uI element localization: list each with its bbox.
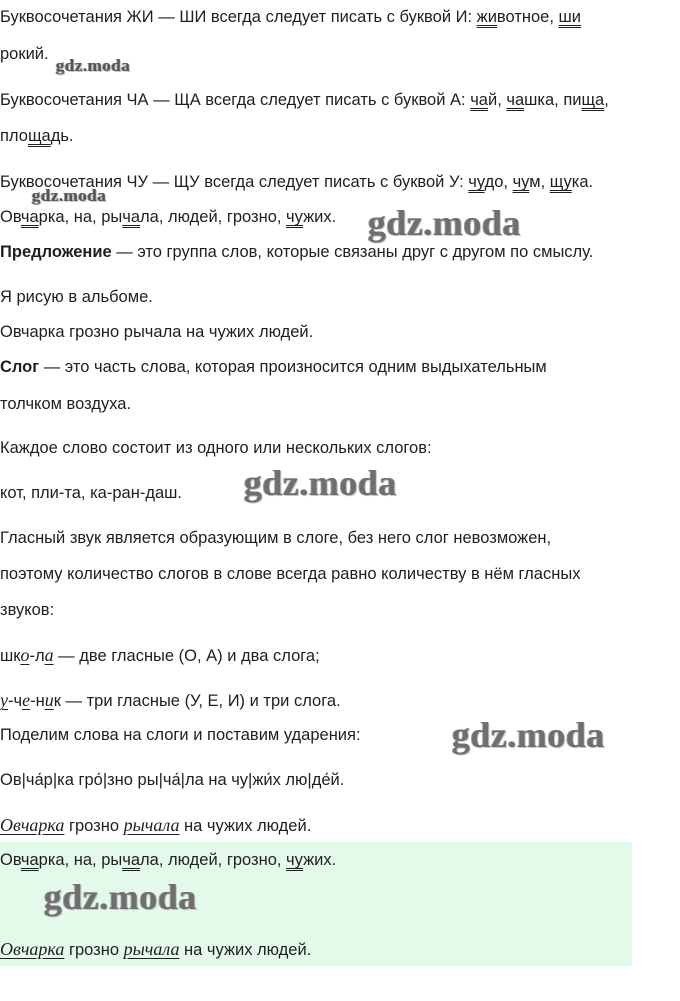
school-example: шко-ла — две гласные (О, А) и два слога; [0,645,320,665]
sentence-1: Я рисую в альбоме. [0,288,153,306]
rule-cha-scha-continued: площадь. [0,127,74,145]
syllable-definition-continued: толчком воздуха. [0,395,132,413]
watermark: gdz.moda [368,203,522,243]
sentence-definition: Предложение — это группа слов, которые связаны друг с другом по смыслу. [0,243,594,261]
student-example: у-че-ник — три гласные (У, Е, И) и три слога. [0,690,341,710]
example-words-line: Овчарка, на, рычала, людей, грозно, чужих. [0,208,337,226]
answer-box-sentence: Овчарка грозно рычала на чужих людей. [0,939,312,959]
syllable-examples: кот, пли-та, ка-ран-даш. [0,484,182,502]
task-text: Поделим слова на слоги и поставим ударения: [0,726,361,744]
watermark: gdz.moda [452,715,606,755]
rule-zhi-shi-continued: рокий. [0,45,49,63]
rule-chu-schu: Буквосочетания ЧУ — ЩУ всегда следует писать с буквой У: чудо, чум, щука. [0,173,594,191]
sentence-2: Овчарка грозно рычала на чужих людей. [0,323,314,341]
watermark: gdz.moda [244,463,398,503]
stressed-sentence: Ов|ча́р|ка гро́|зно ры|ча́|ла на чу|жи́х лю|де́й. [0,771,345,789]
watermark: gdz.moda [32,186,107,205]
syllable-text-4: поэтому количество слогов в слове всегда равно количеству в нём гласных [0,565,581,583]
answer-example-words: Овчарка, на, рычала, людей, грозно, чужих. [0,851,337,869]
example-shirokiy-part: ши [558,8,581,26]
watermark: gdz.moda [56,56,131,75]
syllable-text-3: Гласный звук является образующим в слоге, без него слог невозможен, [0,529,552,547]
syllable-text-1: Каждое слово состоит из одного или нескольких слогов: [0,439,432,457]
rule-cha-scha: Буквосочетания ЧА — ЩА всегда следует писать с буквой А: чай, чашка, пища, [0,91,609,109]
rule-zhi-shi: Буквосочетания ЖИ — ШИ всегда следует писать с буквой И: животное, ши [0,8,581,26]
example-zhivotnoe-part: жи [476,8,497,26]
answer-sentence: Овчарка грозно рычала на чужих людей. [0,815,312,835]
syllable-text-5: звуков: [0,601,55,619]
syllable-definition: Слог — это часть слова, которая произносится одним выдыхательным [0,358,547,376]
watermark: gdz.moda [44,877,198,917]
